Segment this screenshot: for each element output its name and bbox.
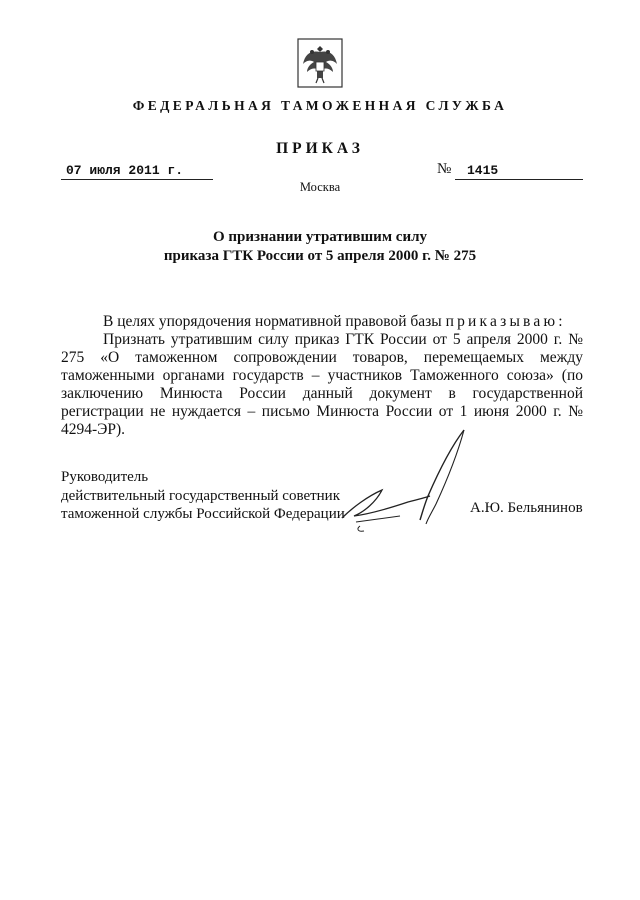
- signer-name: А.Ю. Бельянинов: [470, 500, 583, 516]
- document-date: 07 июля 2011 г.: [61, 163, 213, 180]
- agency-name: ФЕДЕРАЛЬНАЯ ТАМОЖЕННАЯ СЛУЖБА: [132, 98, 508, 113]
- document-subject: [0, 228, 640, 266]
- main-paragraph: Признать утратившим силу приказ ГТК России от 5 апреля 2000 г. № 275 «О таможенном сопровождении товаров, перемещаемых между таможенными органами государств – участников Таможенного союза» (по заключению Минюста России данный документ в государственной регистрации не нуждается – письмо Минюста России от 1 июня 2000 г. № 4294-ЭР).: [61, 331, 583, 438]
- title-line-1: Руководитель: [61, 469, 149, 485]
- document-number: 1415: [455, 163, 583, 180]
- handwritten-signature-icon: [330, 428, 470, 538]
- number-label: №: [437, 161, 452, 177]
- document-type: ПРИКАЗ: [276, 140, 364, 157]
- intro-prefix: В целях упорядочения нормативной правовой базы: [103, 313, 442, 330]
- double-headed-eagle-icon: [297, 38, 343, 88]
- subject-line-2: приказа ГТК России от 5 апреля 2000 г. № 275: [163, 248, 477, 264]
- intro-paragraph: [61, 313, 583, 331]
- signatory-title: [61, 468, 361, 524]
- title-line-2: действительный государственный советник: [61, 487, 341, 504]
- document-body: [61, 313, 583, 439]
- subject-line-1: О признании утратившим силу: [213, 229, 427, 245]
- title-line-3: таможенной службы Российской Федерации: [61, 506, 345, 522]
- order-word: приказываю:: [445, 313, 566, 330]
- city: Москва: [299, 180, 341, 194]
